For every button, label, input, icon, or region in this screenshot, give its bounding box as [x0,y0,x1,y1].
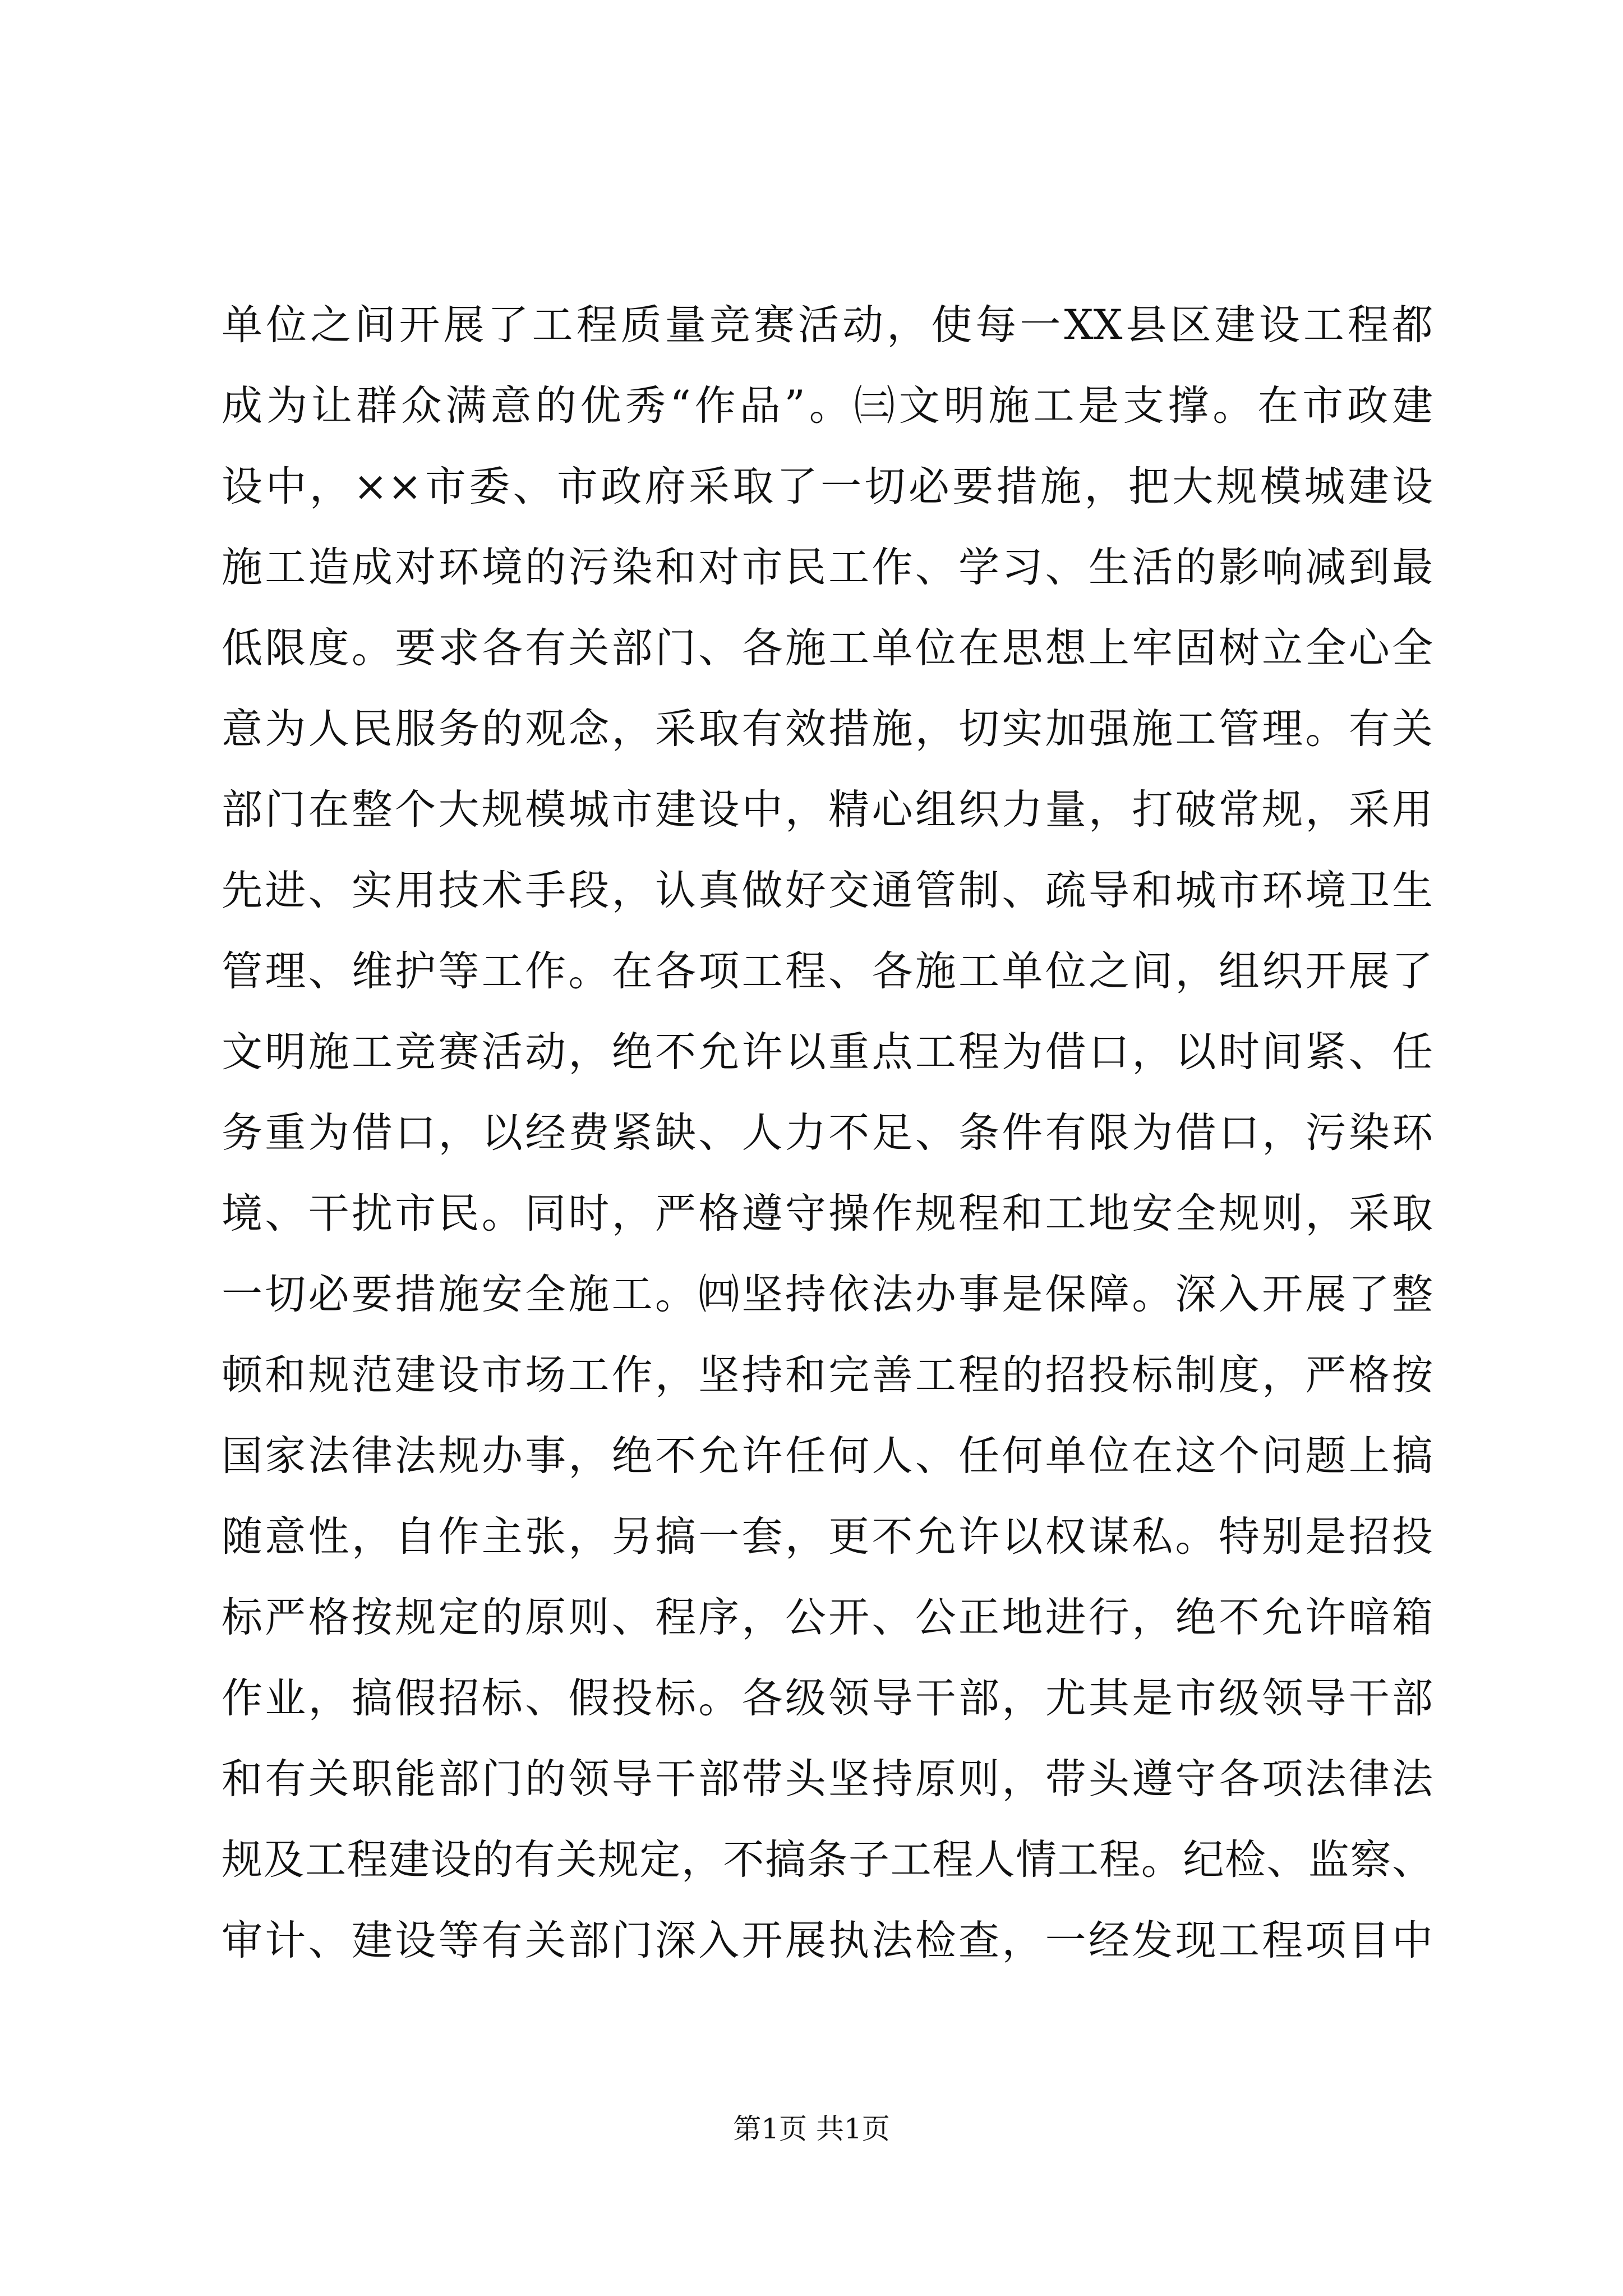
text-line: 先进、实用技术手段，认真做好交通管制、疏导和城市环境卫生 [222,867,1433,914]
text-line: 部门在整个大规模城市建设中，精心组织力量，打破常规，采用 [222,786,1433,834]
text-line: 管理、维护等工作。在各项工程、各施工单位之间，组织开展了 [222,947,1433,995]
text-line: 文明施工竞赛活动，绝不允许以重点工程为借口，以时间紧、任 [222,1028,1433,1076]
text-line: 随意性，自作主张，另搞一套，更不允许以权谋私。特别是招投 [222,1513,1433,1561]
text-line: 低限度。要求各有关部门、各施工单位在思想上牢固树立全心全 [222,624,1433,672]
text-line: 境、干扰市民。同时，严格遵守操作规程和工地安全规则，采取 [222,1190,1433,1237]
text-line: 施工造成对环境的污染和对市民工作、学习、生活的影响减到最 [222,544,1433,591]
text-line: 审计、建设等有关部门深入开展执法检查，一经发现工程项目中 [222,1917,1433,1964]
page-footer: 第1页 共1页 [733,2113,890,2145]
text-line: 设中，××市委、市政府采取了一切必要措施，把大规模城建设 [222,463,1433,510]
text-line: 和有关职能部门的领导干部带头坚持原则，带头遵守各项法律法 [222,1755,1433,1803]
text-line: 规及工程建设的有关规定，不搞条子工程人情工程。纪检、监察、 [222,1836,1433,1884]
text-line: 作业，搞假招标、假投标。各级领导干部，尤其是市级领导干部 [222,1674,1433,1722]
text-line: 一切必要措施安全施工。㈣坚持依法办事是保障。深入开展了整 [222,1271,1433,1318]
text-line: 成为让群众满意的优秀“作品”。㈢文明施工是支撑。在市政建 [222,382,1433,430]
text-line: 意为人民服务的观念，采取有效措施，切实加强施工管理。有关 [222,705,1433,753]
text-line: 单位之间开展了工程质量竞赛活动，使每一XX县区建设工程都 [222,301,1433,349]
text-line: 务重为借口，以经费紧缺、人力不足、条件有限为借口，污染环 [222,1109,1433,1157]
text-line: 国家法律法规办事，绝不允许任何人、任何单位在这个问题上搞 [222,1432,1433,1480]
text-line: 顿和规范建设市场工作，坚持和完善工程的招投标制度，严格按 [222,1351,1433,1399]
text-line: 标严格按规定的原则、程序，公开、公正地进行，绝不允许暗箱 [222,1594,1433,1641]
body-paragraph [222,300,1433,1996]
